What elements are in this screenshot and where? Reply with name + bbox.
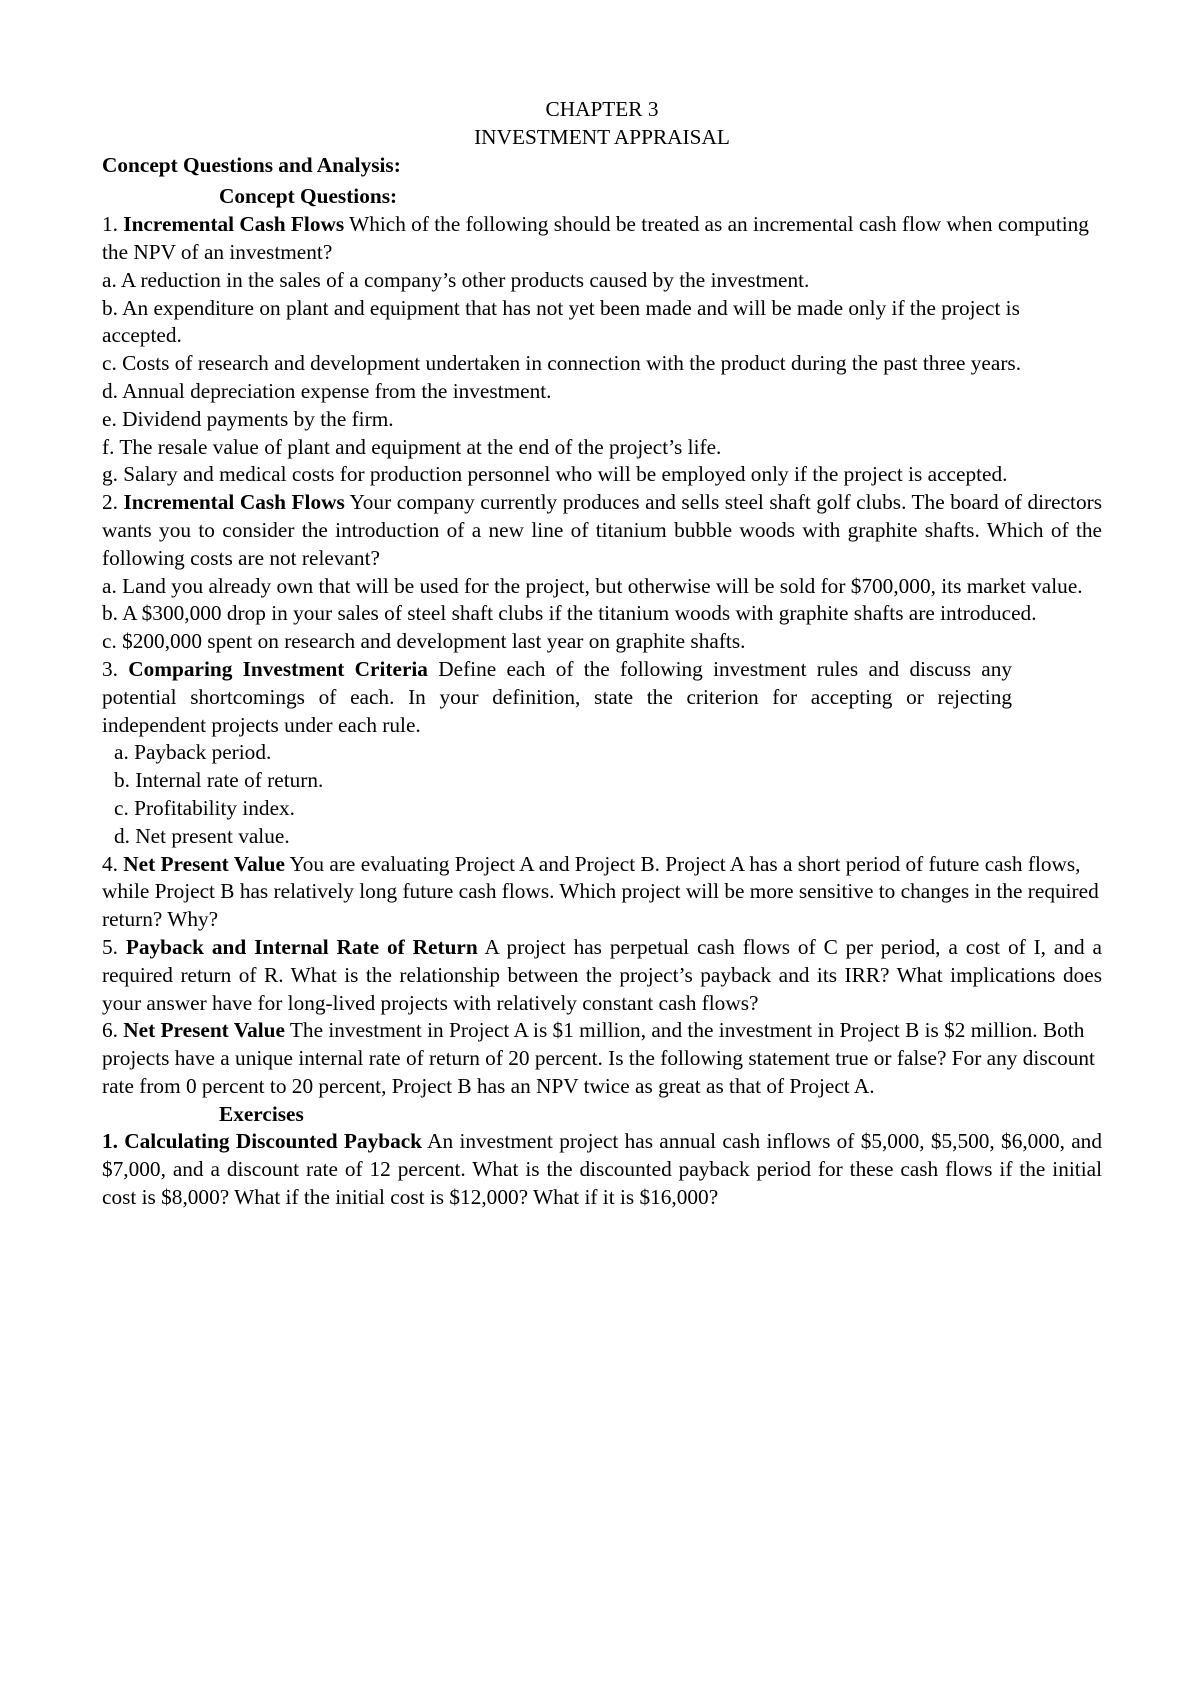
question-1-option: g. Salary and medical costs for production personnel who will be employed only if the project is accepted. (102, 462, 1008, 487)
question-title: Net Present Value (123, 851, 285, 876)
question-number: 6. (102, 1018, 124, 1043)
question-text: The investment in Project A is $1 million, and the investment in Project B is $2 million. Both projects have a unique internal rate of return of 20 percent. Is the following statement true or false? For any discount rate from 0 percent to 20 percent, Project B has an NPV twice as great as that of Project A. (102, 1018, 1095, 1098)
question-2-option: b. A $300,000 drop in your sales of steel shaft clubs if the titanium woods with graphite shafts are introduced. (102, 601, 1037, 626)
question-text: Which of the following should be treated as an incremental cash flow when computing the NPV of an investment? (102, 212, 1089, 264)
question-number: 1. (102, 212, 124, 237)
question-1-option: c. Costs of research and development undertaken in connection with the product during the past three years. (102, 351, 1022, 376)
question-number: 3. (102, 656, 129, 681)
question-text: You are evaluating Project A and Project B. Project A has a short period of future cash flows, while Project B has relatively long future cash flows. Which project will be more sensitive to changes in the required return? Why? (102, 851, 1099, 932)
chapter-number: CHAPTER 3 (545, 97, 659, 121)
exercise-text: An investment project has annual cash inflows of $5,000, $5,500, $6,000, and $7,000, and a discount rate of 12 percent. What is the discounted payback period for these cash flows if the initial cost is $8,000? What if the initial cost is $12,000? What if it is $16,000? (102, 1129, 1102, 1210)
document-page (102, 96, 1102, 1212)
question-1-option: a. A reduction in the sales of a company’s other products caused by the investment. (102, 267, 810, 292)
question-title: Payback and Internal Rate of Return (125, 934, 478, 959)
question-1 (102, 211, 1102, 267)
question-5 (102, 934, 1102, 1017)
exercise-number: 1. (102, 1129, 125, 1154)
question-2-option: c. $200,000 spent on research and development last year on graphite shafts. (102, 629, 746, 654)
chapter-title: INVESTMENT APPRAISAL (474, 124, 730, 149)
exercises-heading: Exercises (219, 1101, 304, 1126)
question-number: 5. (102, 934, 126, 959)
exercise-1 (102, 1128, 1102, 1211)
question-text: A project has perpetual cash flows of C per period, a cost of I, and a required return of R. What is the relationship between the project’s payback and its IRR? What implications does your answer have for long-lived projects with relatively constant cash flows? (102, 934, 1102, 1015)
question-1-option: f. The resale value of plant and equipment at the end of the project’s life. (102, 434, 722, 459)
question-number: 2. (102, 490, 124, 515)
question-title: Incremental Cash Flows (123, 490, 345, 515)
question-3-option: a. Payback period. (114, 740, 272, 765)
question-3-option: c. Profitability index. (114, 795, 295, 820)
question-3-option: d. Net present value. (114, 823, 290, 848)
question-1-option: d. Annual depreciation expense from the investment. (102, 378, 552, 403)
question-text: Your company currently produces and sells steel shaft golf clubs. The board of directors wants you to consider the introduction of a new line of titanium bubble woods with graphite shafts. Which of the following costs are not relevant? (102, 490, 1102, 570)
question-2-option: a. Land you already own that will be used for the project, but otherwise will be sold for $700,000, its market value. (102, 573, 1083, 598)
question-text: Define each of the following investment rules and discuss any potential shortcomings of each. In your definition, state the criterion for accepting or rejecting independent projects under each rule. (102, 656, 1013, 737)
section-heading: Concept Questions and Analysis: (102, 152, 401, 177)
concept-questions-heading: Concept Questions: (219, 184, 398, 209)
question-2 (102, 489, 1102, 572)
question-3-option: b. Internal rate of return. (114, 768, 324, 793)
question-title: Comparing Investment Criteria (128, 656, 428, 681)
question-number: 4. (102, 851, 124, 876)
question-title: Incremental Cash Flows (123, 212, 345, 237)
exercise-title: Calculating Discounted Payback (124, 1129, 423, 1154)
question-3 (102, 656, 1102, 739)
question-title: Net Present Value (123, 1018, 285, 1043)
question-4 (102, 851, 1102, 934)
question-1-option: b. An expenditure on plant and equipment that has not yet been made and will be made only if the project is accepted. (102, 295, 1020, 348)
question-6 (102, 1017, 1102, 1100)
question-1-option: e. Dividend payments by the firm. (102, 406, 394, 431)
